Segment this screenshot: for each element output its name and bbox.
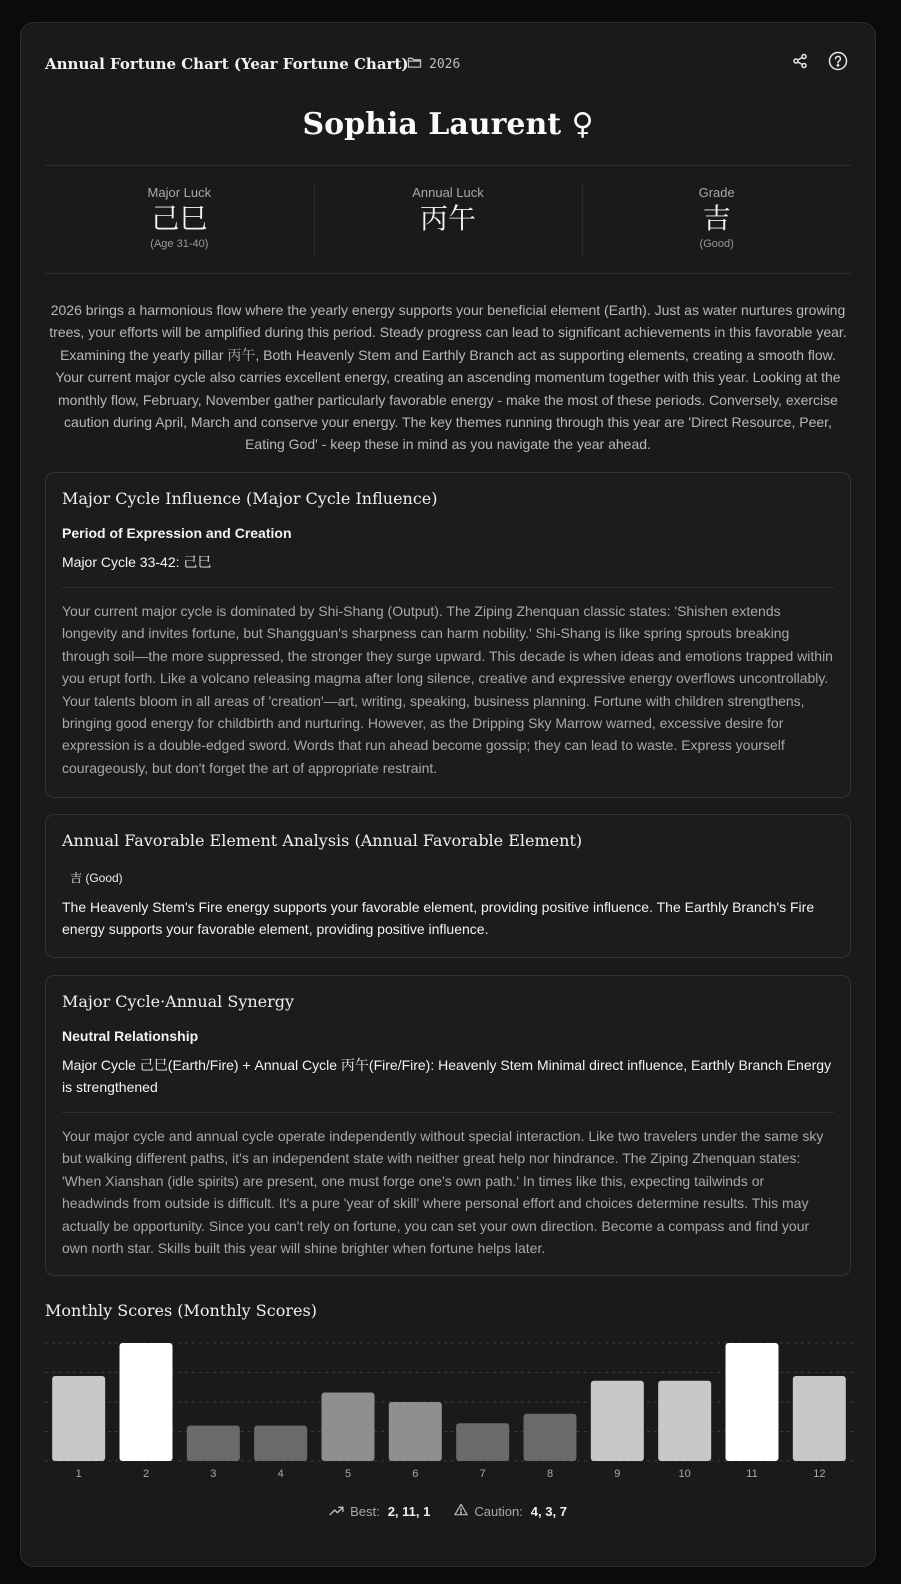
month-label: 5 bbox=[344, 1468, 352, 1480]
month-bar-1[interactable] bbox=[52, 1376, 105, 1461]
caution-label: Caution: bbox=[474, 1503, 523, 1519]
best-label: Best: bbox=[350, 1503, 380, 1519]
month-bar-2[interactable] bbox=[120, 1343, 173, 1461]
luck-stats bbox=[45, 183, 851, 257]
stat-sub: (Good) bbox=[699, 238, 734, 250]
section-subtitle: Neutral Relationship bbox=[62, 1028, 199, 1044]
best-value: 2, 11, 1 bbox=[387, 1503, 431, 1519]
divider bbox=[45, 165, 851, 166]
month-bar-8[interactable] bbox=[524, 1414, 577, 1461]
divider bbox=[62, 587, 834, 588]
section-title: Annual Favorable Element Analysis (Annual Favorable Element) bbox=[62, 831, 583, 850]
share-button[interactable] bbox=[789, 52, 811, 74]
stat-value: 己巳 bbox=[151, 202, 208, 235]
synergy-section bbox=[45, 975, 851, 1276]
section-body: Your major cycle and annual cycle operate independently without special interaction. Like two travelers under the same sky but walking different paths, it's an independent state with neither great help nor hindrance. The Ziping Zhenquan states: 'When Xianshan (idle spirits) are present, one must forge one's own path.' In times like this, expecting tailwinds or headwinds from outside is difficult. It's a pure 'year of skill' where personal effort and choices determine results. This may actually be opportunity. Since you can't rely on fortune, you can set your own direction. Become a compass and find your own north star. Skills built this year will shine brighter when fortune helps later. bbox=[62, 1128, 824, 1257]
month-label: 1 bbox=[75, 1468, 82, 1480]
year-label: 2026 bbox=[429, 57, 461, 72]
fortune-card bbox=[20, 22, 876, 1567]
section-body: Your current major cycle is dominated by Shi-Shang (Output). The Ziping Zhenquan classic states: 'Shishen extends longevity and invites fortune, but Shangguan's sharpness can harm nobility.' Shi-Shang is like spring sprouts breaking through soil—the more suppressed, the stronger they surge upward. This decade is when ideas and emotions trapped within you erupt forth. Like a volcano releasing magma after long silence, creative and expressive energy overflows uncontrollably. Your talents bloom in all areas of 'creation'—art, writing, speaking, business planning. Fortune with children strengthens, bringing good energy for childbirth and nurturing. However, as the Dripping Sky Marrow warned, excessive desire for expression is a double-edged sword. Words that run ahead become gossip; they can lead to waste. Express yourself courageously, but don't forget the art of appropriate restraint. bbox=[62, 603, 833, 776]
month-label: 12 bbox=[813, 1468, 826, 1480]
year-tag[interactable] bbox=[407, 56, 460, 73]
month-bar-5[interactable] bbox=[322, 1393, 375, 1461]
divider bbox=[62, 1112, 834, 1113]
month-label: 10 bbox=[678, 1468, 691, 1480]
month-bar-10[interactable] bbox=[658, 1381, 711, 1461]
stat-label: Annual Luck bbox=[412, 185, 484, 200]
month-bar-9[interactable] bbox=[591, 1381, 644, 1461]
help-circle-icon bbox=[828, 51, 848, 76]
divider bbox=[45, 273, 851, 274]
month-bar-7[interactable] bbox=[456, 1423, 509, 1461]
trending-up-icon bbox=[329, 1504, 344, 1519]
stat-sub: (Age 31-40) bbox=[150, 238, 209, 250]
stat-major-luck bbox=[45, 183, 314, 257]
month-label: 7 bbox=[479, 1468, 486, 1480]
month-bar-6[interactable] bbox=[389, 1402, 442, 1461]
share-icon bbox=[792, 53, 808, 74]
caution-value: 4, 3, 7 bbox=[530, 1503, 567, 1519]
stat-value: 吉 bbox=[702, 202, 731, 235]
grade-badge: 吉 (Good) bbox=[70, 871, 123, 885]
month-label: 2 bbox=[142, 1468, 150, 1480]
stat-label: Grade bbox=[698, 185, 735, 200]
month-bar-11[interactable] bbox=[726, 1343, 779, 1461]
help-button[interactable] bbox=[827, 52, 849, 74]
profile-name: Sophia Laurent ♀ bbox=[302, 107, 594, 142]
month-label: 3 bbox=[210, 1468, 217, 1480]
month-label: 8 bbox=[546, 1468, 554, 1480]
section-line: Major Cycle 己巳(Earth/Fire) + Annual Cycle 丙午(Fire/Fire): Heavenly Stem Minimal direct influence, Earthly Branch Energy is strengthened bbox=[62, 1057, 832, 1095]
monthly-scores-title: Monthly Scores (Monthly Scores) bbox=[45, 1301, 317, 1320]
year-summary: 2026 brings a harmonious flow where the yearly energy supports your beneficial element (Earth). Just as water nurtures growing trees, your efforts will be amplified during this period. Steady progress can lead to significant achievements in this favorable year. Examining the yearly pillar 丙午, Both Heavenly Stem and Earthly Branch act as supporting elements, creating a smooth flow. Your current major cycle also carries excellent energy, creating an ascending momentum together with this year. Looking at the monthly flow, February, November gather particularly favorable energy - make the most of these periods. Conversely, exercise caution during April, March and conserve your energy. The key themes running through this year are 'Direct Resource, Peer, Eating God' - keep these in mind as you navigate the year ahead. bbox=[49, 302, 847, 453]
month-bar-4[interactable] bbox=[254, 1426, 307, 1461]
stat-grade bbox=[582, 183, 851, 257]
section-line: The Heavenly Stem's Fire energy supports your favorable element, providing positive influence. The Earthly Branch's Fire energy supports your favorable element, providing positive influence. bbox=[62, 899, 815, 937]
section-title: Major Cycle Influence (Major Cycle Influence) bbox=[62, 489, 438, 508]
stat-value: 丙午 bbox=[420, 202, 477, 235]
month-label: 6 bbox=[412, 1468, 419, 1480]
section-line: Major Cycle 33-42: 己巳 bbox=[62, 554, 212, 570]
header bbox=[45, 55, 851, 77]
month-bar-12[interactable] bbox=[793, 1376, 846, 1461]
monthly-scores-chart bbox=[45, 1341, 853, 1481]
month-label: 9 bbox=[614, 1468, 621, 1480]
page-title: Annual Fortune Chart (Year Fortune Chart) bbox=[45, 55, 409, 73]
major-cycle-section bbox=[45, 472, 851, 798]
stat-label: Major Luck bbox=[147, 185, 212, 200]
section-subtitle: Period of Expression and Creation bbox=[62, 525, 292, 541]
warning-icon bbox=[454, 1503, 468, 1519]
stat-annual-luck bbox=[314, 183, 583, 257]
folder-icon bbox=[407, 56, 422, 73]
section-title: Major Cycle·Annual Synergy bbox=[62, 992, 295, 1011]
best-months bbox=[329, 1504, 430, 1519]
month-label: 4 bbox=[277, 1468, 284, 1480]
month-bar-3[interactable] bbox=[187, 1426, 240, 1461]
caution-months bbox=[454, 1503, 567, 1519]
favorable-element-section bbox=[45, 814, 851, 958]
month-label: 11 bbox=[746, 1468, 758, 1480]
monthly-legend bbox=[21, 1503, 875, 1519]
